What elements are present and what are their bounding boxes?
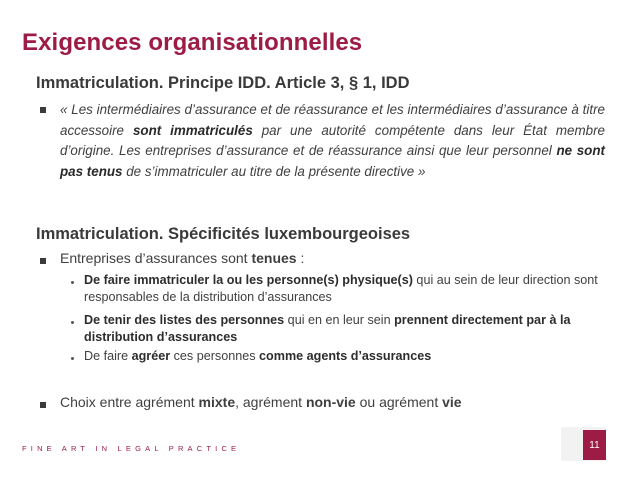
bullet-bold: non-vie xyxy=(305,394,356,410)
section-heading-luxembourg: Immatriculation. Spécificités luxembourgeoises xyxy=(36,225,411,243)
bullet-dot-icon xyxy=(71,321,74,324)
bullet-text: Entreprises d’assurances sont xyxy=(60,250,252,266)
slide-title: Exigences organisationnelles xyxy=(22,29,363,56)
bullet-dot-icon xyxy=(71,357,74,360)
bullet-choix xyxy=(60,394,462,410)
page-number: 11 xyxy=(583,430,606,460)
quote-text: par une autorité compétente dans leur État membre d’origine. Les entreprises d’assurance et de réassurance ainsi que leur personnel xyxy=(60,122,605,158)
sub-item-agreer xyxy=(84,348,604,365)
sub-bold: De faire immatriculer la ou les personne(s) physique(s) xyxy=(84,273,413,287)
sub-bold: comme agents d’assurances xyxy=(259,349,432,363)
square-bullet-icon xyxy=(40,258,46,264)
bullet-dot-icon xyxy=(71,281,74,284)
square-bullet-icon xyxy=(40,402,46,408)
footer-tagline: FINE ART IN LEGAL PRACTICE xyxy=(22,444,241,453)
bullet-text: , agrément xyxy=(235,394,306,410)
idd-quote xyxy=(60,100,605,182)
sub-bold: prennent directement par à la distribution d’assurances xyxy=(84,313,571,344)
sub-text: De faire xyxy=(84,349,132,363)
bullet-bold: vie xyxy=(442,394,462,410)
sub-item-listes xyxy=(84,312,604,346)
sub-text: qui en en leur sein xyxy=(284,313,395,327)
bullet-bold: mixte xyxy=(198,394,236,410)
quote-bold: ne sont pas tenus xyxy=(60,143,605,179)
quote-bold: sont immatriculés xyxy=(132,122,253,138)
bullet-text: ou agrément xyxy=(355,394,443,410)
sub-text: ces personnes xyxy=(170,349,260,363)
sub-bold: De tenir des listes des personnes xyxy=(84,313,285,327)
bullet-text: : xyxy=(296,250,305,266)
bullet-entreprises xyxy=(60,250,304,266)
quote-text: « Les intermédiaires d’assurance et de réassurance et les intermédiaires d’assurance à titre accessoire xyxy=(60,102,605,138)
sub-bold: agréer xyxy=(131,349,171,363)
sub-item-immatriculer xyxy=(84,272,604,306)
bullet-bold: tenues xyxy=(251,250,297,266)
sub-text: qui au sein de leur direction sont responsables de la distribution d’assurances xyxy=(84,273,598,304)
square-bullet-icon xyxy=(40,107,46,113)
bullet-text: Choix entre agrément xyxy=(60,394,199,410)
section-heading-idd: Immatriculation. Principe IDD. Article 3, § 1, IDD xyxy=(36,74,410,92)
quote-text: de s’immatriculer au titre de la présente directive » xyxy=(122,163,426,179)
